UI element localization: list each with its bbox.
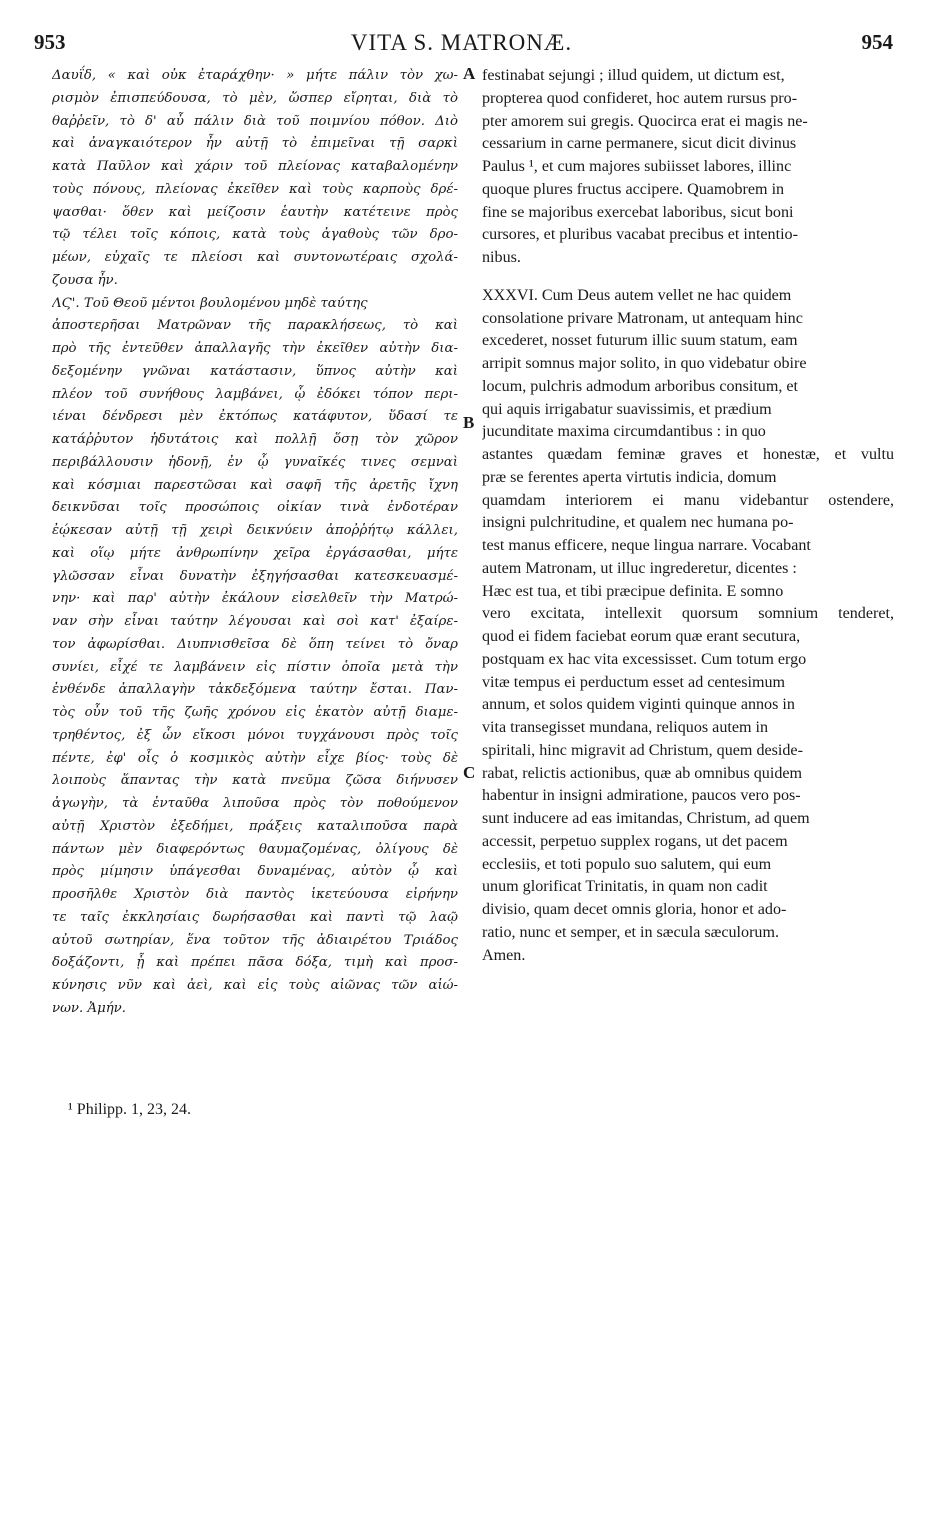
text-line: πέντε, ἐφ' οἷς ὁ κοσμικὸς αὐτὴν εἶχε βίος· τοὺς δὲ bbox=[52, 750, 458, 766]
text-line: καὶ κόσμιαι παρεστῶσαι καὶ σαφῆ τῆς ἀρετῆς ἴχνη bbox=[52, 477, 458, 493]
text-line: ecclesiis, et toti populo suo salutem, qui eum bbox=[482, 855, 772, 873]
footnote: ¹ Philipp. 1, 23, 24. bbox=[68, 1101, 192, 1118]
running-title: VITA S. MATRONÆ. bbox=[350, 30, 573, 55]
text-line: præ se ferentes aperta virtutis indicia, domum bbox=[482, 468, 777, 486]
text-line: κατάῤῥυτον ἡδυτάτοις καὶ πολλῇ ὅσῃ τὸν χῶρον bbox=[52, 432, 458, 447]
page-header bbox=[30, 30, 893, 62]
latin-text-column bbox=[482, 65, 894, 967]
text-line: τρηθέντος, ἐξ ὧν εἴκοσι μόνοι τυγχάνουσι πρὸς τοῖς bbox=[52, 727, 458, 743]
page-number-right: 954 bbox=[861, 30, 893, 54]
text-line: vita transegisset mundana, reliquos autem in bbox=[482, 719, 769, 736]
text-line: γλῶσσαν εἶναι δυνατὴν ἐξηγήσασθαι κατεσκευασμέ- bbox=[52, 568, 458, 584]
margin-marker-c: C bbox=[463, 763, 476, 782]
text-line: τον ἀφωρίσθαι. Διυπνισθεῖσα δὲ ὅπη τείνει τὸ ὄναρ bbox=[52, 636, 458, 652]
text-line: δεικνῦσαι τοῖς προσώποις οἰκίαν τινὰ ἐνδοτέραν bbox=[52, 500, 458, 516]
text-line: rabat, relictis actionibus, quæ ab omnibus quidem bbox=[482, 764, 803, 782]
text-line: τοὺς πόνους, πλείονας ἐκεῖθεν καὶ τοὺς καρποὺς δρέ- bbox=[52, 181, 458, 197]
paragraph-gap bbox=[482, 270, 894, 285]
text-line: ναν σὴν εἶναι ταύτην λέγουσαι καὶ σοὶ κατ' ἐξαίρε- bbox=[52, 614, 458, 629]
text-line: θαῤῥεῖν, τὸ δ' αὖ πάλιν διὰ τοῦ ποιμνίου πόθον. Διὸ bbox=[52, 113, 458, 129]
text-line: nibus. bbox=[482, 249, 521, 266]
greek-text-column bbox=[52, 65, 458, 1021]
text-line: excederet, nosset futurum illic suum statum, eam bbox=[482, 332, 798, 350]
text-line: propterea quod confideret, hoc autem rursus pro- bbox=[482, 89, 798, 107]
text-line: cursores, et pluribus vacabat precibus et intentio- bbox=[482, 226, 798, 244]
text-line: arripit somnus major solito, in quo videbatur obire bbox=[482, 355, 807, 372]
text-line: quod ei fidem faciebat eorum quæ erant secutura, bbox=[482, 628, 801, 645]
text-line: pter amorem sui gregis. Quocirca erat ei magis ne- bbox=[482, 112, 808, 130]
text-line: πρὸ τῆς ἐντεῦθεν ἀπαλλαγῆς τὴν ἐκεῖθεν αὐτὴν δια- bbox=[52, 341, 458, 356]
text-line: jucunditate maxima circumdantibus : in quo bbox=[482, 423, 766, 441]
text-line: autem Matronam, ut illuc ingrederetur, dicentes : bbox=[482, 559, 797, 577]
text-line: προσῆλθε Χριστὸν διὰ παντὸς ἱκετεύουσα εἰρήνην bbox=[52, 887, 458, 902]
text-line: ἐῴκεσαν αὐτῇ τῇ χειρὶ δεικνύειν ἀποῤῥήτῳ κάλλει, bbox=[52, 523, 458, 538]
text-line: annum, et solos quidem viginti quinque annos in bbox=[482, 696, 795, 714]
text-line: sunt inducere ad eas imitandas, Christum, ad quem bbox=[482, 810, 810, 827]
text-line: unum glorificat Trinitatis, in quam non cadit bbox=[482, 878, 768, 896]
text-line: ιέναι δένδρεσι μὲν ἐκτόπως κατάφυτον, ὕδασί τε bbox=[52, 409, 458, 425]
text-line: ratio, nunc et semper, et in sæcula sæculorum. bbox=[482, 923, 780, 941]
text-line: καὶ ἀναγκαιότερον ἦν αὐτῇ τὸ ἐπιμεῖναι τῇ σαρκὶ bbox=[52, 136, 458, 152]
text-line: τε ταῖς ἐκκλησίαις δωρήσασθαι καὶ παντὶ τῷ λαῷ bbox=[52, 909, 458, 925]
text-line: habentur in insigni admiratione, paucos vero pos- bbox=[482, 787, 801, 805]
text-line: Hæc est tua, et tibi præcipue definita. E somno bbox=[482, 582, 784, 600]
text-line: accessit, perpetuo supplex rogans, ut det pacem bbox=[482, 832, 788, 850]
text-line: ΛϚ'. Τοῦ Θεοῦ μέντοι βουλομένου μηδὲ ταύτης bbox=[52, 295, 368, 311]
text-line: ζουσα ἦν. bbox=[52, 272, 118, 288]
text-line: Δαυΐδ, « καὶ οὐκ ἐταράχθην· » μήτε πάλιν τὸν χω- bbox=[52, 68, 458, 83]
text-line: insigni pulchritudine, et qualem nec humana po- bbox=[482, 514, 794, 532]
text-line: συνίει, εἶχέ τε λαμβάνειν εἰς πίστιν ὁποῖα μετὰ τὴν bbox=[52, 659, 458, 675]
text-line: αὐτῇ Χριστὸν ἐξεδήμει, πράξεις καταλιποῦσα παρὰ bbox=[52, 818, 458, 834]
text-line: κατὰ Παῦλον καὶ χάριν τοῦ πλείονας καταβαλομένην bbox=[52, 159, 458, 174]
text-line: κύνησις νῦν καὶ ἀεὶ, καὶ εἰς τοὺς αἰῶνας τῶν αἰώ- bbox=[52, 978, 458, 993]
text-line: cessarium in carne permanere, sicut dicit divinus bbox=[482, 135, 797, 153]
text-line: astantes quædam feminæ graves et honestæ, et vultu bbox=[482, 446, 894, 463]
text-line: fine se majoribus exercebat laboribus, sicut boni bbox=[482, 203, 794, 221]
text-line: vero excitata, intellexit quorsum somnium tenderet, bbox=[482, 605, 894, 623]
text-line: Paulus ¹, et cum majores subiisset labores, illinc bbox=[482, 158, 792, 175]
text-line: νην· καὶ παρ' αὐτὴν ἐκάλουν εἰσελθεῖν τὴν Ματρώ- bbox=[52, 591, 458, 607]
text-line: XXXVI. Cum Deus autem vellet ne hac quidem bbox=[482, 286, 792, 304]
text-line: ρισμὸν ἐπισπεύδουσα, τὸ μὲν, ὥσπερ εἴρηται, διὰ τὸ bbox=[52, 90, 458, 106]
text-line: τὸς οὖν τοῦ τῆς ζωῆς χρόνου εἰς ἑκατὸν αὐτῇ διαμε- bbox=[52, 705, 458, 720]
margin-marker-b: B bbox=[463, 413, 475, 432]
text-line: αὐτοῦ σωτηρίαν, ἕνα τοῦτον τῆς ἀδιαιρέτου Τριάδος bbox=[52, 932, 458, 948]
latin-paragraph-2 bbox=[482, 285, 894, 968]
text-line: τῷ τέλει τοῖς κόποις, κατὰ τοὺς ἀγαθοὺς τῶν δρο- bbox=[52, 227, 458, 243]
text-line: δεξομένην γνῶναι κατάστασιν, ὕπνος αὐτὴν καὶ bbox=[52, 363, 458, 379]
text-line: ἀποστερῆσαι Ματρῶναν τῆς παρακλήσεως, τὸ καὶ bbox=[52, 318, 458, 334]
text-line: πάντων μὲν διαφερόντως θαυμαζομένας, ὀλίγους δὲ bbox=[52, 841, 458, 857]
margin-marker-a: A bbox=[463, 64, 476, 83]
latin-paragraph-1 bbox=[482, 65, 894, 270]
text-line: δοξάζοντι, ᾗ καὶ πρέπει πᾶσα δόξα, τιμὴ καὶ προσ- bbox=[52, 955, 458, 971]
text-line: test manus efficere, neque lingua narrare. Vocabant bbox=[482, 537, 811, 554]
text-line: πρὸς μίμησιν ὑπάγεσθαι δυναμένας, αὐτὸν ᾧ καὶ bbox=[52, 864, 458, 880]
text-line: πλέον τοῦ συνήθους λαμβάνει, ᾧ ἐδόκει τόπον περι- bbox=[52, 386, 458, 402]
text-line: spiritali, hinc migravit ad Christum, quem deside- bbox=[482, 741, 803, 759]
text-line: νων. Ἀμήν. bbox=[52, 1000, 126, 1016]
text-line: περιβάλλουσιν ἡδονῇ, ἐν ᾧ γυναῖκές τινες σεμναὶ bbox=[52, 454, 458, 470]
text-line: quamdam interiorem ei manu videbantur ostendere, bbox=[482, 491, 894, 509]
text-line: λοιποὺς ἅπαντας τὴν κατὰ πνεῦμα ζῶσα διήνυσεν bbox=[52, 773, 458, 789]
page-number-left: 953 bbox=[34, 30, 66, 54]
text-line: ἐνθένδε ἀπαλλαγὴν τἀκδεξόμενα ταύτην ἔσται. Παν- bbox=[52, 682, 458, 698]
text-line: qui aquis irrigabatur suavissimis, et prædium bbox=[482, 400, 772, 418]
text-line: vitæ tempus ei perductum esset ad centesimum bbox=[482, 673, 786, 691]
text-line: quoque plures fructus accipere. Quamobrem in bbox=[482, 180, 785, 198]
text-line: ψασθαι· ὅθεν καὶ μείζοσιν ἑαυτὴν κατέτεινε πρὸς bbox=[52, 204, 458, 220]
text-line: καὶ οἵῳ μήτε ἀνθρωπίνην χεῖρα ἐργάσασθαι, μήτε bbox=[52, 545, 458, 561]
text-line: consolatione privare Matronam, ut antequam hinc bbox=[482, 309, 803, 327]
text-line: μέων, εὐχαῖς τε πλείοσι καὶ συντονωτέραις σχολά- bbox=[52, 250, 458, 265]
text-line: Amen. bbox=[482, 946, 526, 964]
text-line: festinabat sejungi ; illud quidem, ut dictum est, bbox=[482, 67, 785, 84]
text-line: ἀγωγὴν, τὰ ἐνταῦθα λιποῦσα πρὸς τὸν ποθούμενον bbox=[52, 796, 458, 811]
text-line: locum, pulchris admodum arboribus consitum, et bbox=[482, 377, 799, 395]
text-line: divisio, quam decet omnis gloria, honor et ado- bbox=[482, 901, 787, 918]
text-line: postquam ex hac vita excessisset. Cum totum ergo bbox=[482, 650, 807, 668]
